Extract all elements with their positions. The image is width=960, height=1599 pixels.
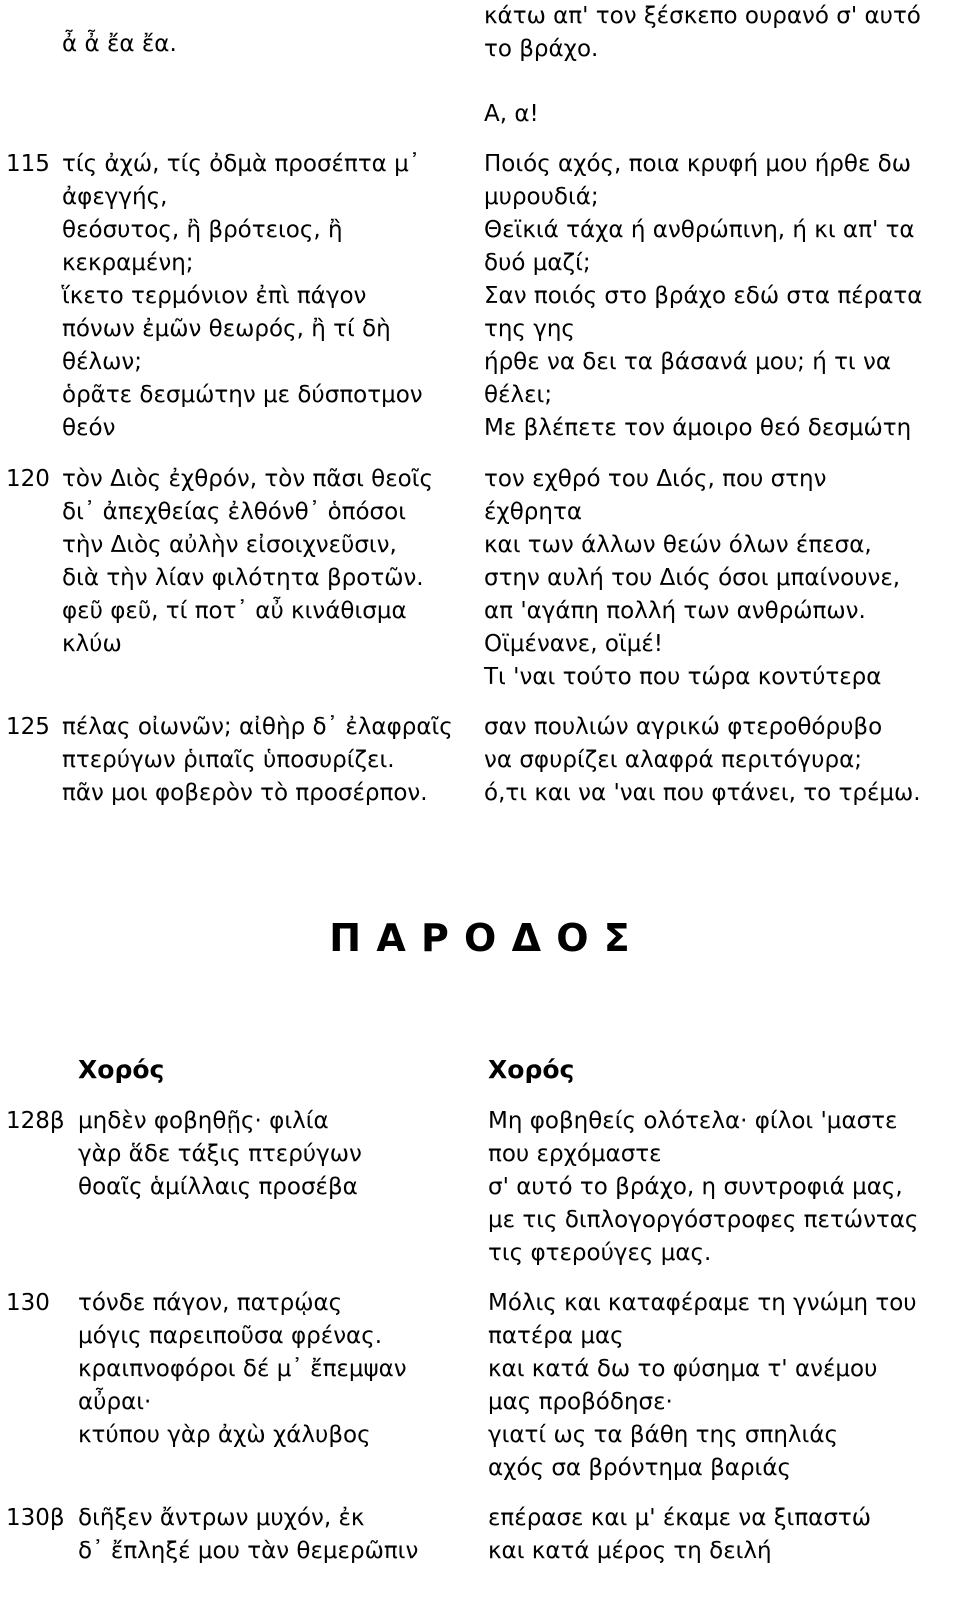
greek-line: γὰρ ἅδε τάξις πτερύγων (78, 1141, 362, 1167)
greek-line: δ᾽ ἔπληξέ μου τὰν θεμερῶπιν (78, 1538, 419, 1564)
modern-line: με τις διπλογοργόστροφες πετώντας (488, 1207, 919, 1233)
modern-line: Τι 'ναι τούτο που τώρα κοντύτερα (484, 664, 882, 690)
modern-line: πατέρα μας (488, 1323, 624, 1349)
greek-line: ὁρᾶτε δεσμώτην με δύσποτμον (62, 382, 423, 408)
modern-line: σ' αυτό το βράχο, η συντροφιά μας, (488, 1174, 903, 1200)
modern-line: θέλει; (484, 382, 553, 408)
speaker-label-greek: Χορός (78, 1055, 165, 1084)
speaker-label-modern: Χορός (488, 1055, 575, 1084)
greek-line: φεῦ φεῦ, τί ποτ᾽ αὖ κινάθισμα (62, 598, 407, 624)
greek-line: πόνων ἐμῶν θεωρός, ἢ τί δὴ (62, 316, 391, 342)
greek-line: τὴν Διὸς αὐλὴν εἰσοιχνεῦσιν, (62, 532, 397, 558)
modern-line: ήρθε να δει τα βάσανά μου; ή τι να (484, 349, 892, 375)
modern-line: ό,τι και να 'ναι που φτάνει, το τρέμω. (484, 780, 921, 806)
greek-line: θεόν (62, 415, 116, 441)
greek-line: πᾶν μοι φοβερὸν τὸ προσέρπον. (62, 780, 428, 806)
modern-line: Οϊμένανε, οϊμέ! (484, 631, 664, 657)
greek-line: κεκραμένη; (62, 250, 194, 276)
modern-line: αχός σα βρόντημα βαριάς (488, 1455, 791, 1481)
modern-line: και κατά δω το φύσημα τ' ανέμου (488, 1356, 878, 1382)
line-number: 115 (6, 151, 50, 177)
line-number: 125 (6, 714, 50, 740)
greek-line: διὰ τὴν λίαν φιλότητα βροτῶν. (62, 565, 424, 591)
modern-line: Με βλέπετε τον άμοιρο θεό δεσμώτη (484, 415, 912, 441)
greek-line: τὸν Διὸς ἐχθρόν, τὸν πᾶσι θεοῖς (62, 466, 434, 492)
greek-line: πτερύγων ῥιπαῖς ὑποσυρίζει. (62, 747, 395, 773)
greek-line: κλύω (62, 631, 122, 657)
modern-line: απ 'αγάπη πολλή των ανθρώπων. (484, 598, 866, 624)
line-number: 120 (6, 466, 50, 492)
line-number: 128β (6, 1108, 65, 1134)
modern-line: να σφυρίζει αλαφρά περιτόγυρα; (484, 747, 862, 773)
modern-line: μας προβόδησε· (488, 1389, 673, 1415)
greek-line: δι᾽ ἀπεχθείας ἐλθόνθ᾽ ὁπόσοι (62, 499, 406, 525)
section-title: Π Α Ρ Ο Δ Ο Σ (329, 916, 631, 960)
line-number: 130 (6, 1290, 50, 1316)
line-number: 130β (6, 1505, 65, 1531)
modern-line: Ποιός αχός, ποια κρυφή μου ήρθε δω (484, 151, 912, 177)
greek-line: διῆξεν ἄντρων μυχόν, ἐκ (78, 1505, 365, 1531)
modern-line: έχθρητα (484, 499, 582, 525)
greek-line: τόνδε πάγον, πατρῴας (78, 1290, 343, 1316)
modern-line: μυρουδιά; (484, 184, 599, 210)
modern-line: στην αυλή του Διός όσοι μπαίνουνε, (484, 565, 901, 591)
greek-line: μηδὲν φοβηθῇς· φιλία (78, 1108, 329, 1134)
greek-line-fragment: ἆ ἆ ἔα ἔα. (62, 31, 177, 57)
modern-line: και των άλλων θεών όλων έπεσα, (484, 532, 872, 558)
greek-line: μόγις παρειποῦσα φρένας. (78, 1323, 383, 1349)
modern-line: που ερχόμαστε (488, 1141, 662, 1167)
modern-line: τον εχθρό του Διός, που στην (484, 466, 827, 492)
modern-line: Μόλις και καταφέραμε τη γνώμη του (488, 1290, 917, 1316)
greek-line: θέλων; (62, 349, 142, 375)
modern-line: της γης (484, 316, 575, 342)
modern-exclamation: Α, α! (484, 101, 539, 127)
greek-line: κτύπου γὰρ ἀχὼ χάλυβος (78, 1422, 371, 1448)
modern-line: κάτω απ' τον ξέσκεπο ουρανό σ' αυτό (484, 3, 921, 29)
greek-line: κραιπνοφόροι δέ μ᾽ ἔπεμψαν (78, 1356, 407, 1382)
greek-line: ἵκετο τερμόνιον ἐπὶ πάγον (62, 283, 367, 309)
modern-line: το βράχο. (484, 36, 599, 62)
modern-line: Θεϊκιά τάχα ή ανθρώπινη, ή κι απ' τα (484, 217, 915, 243)
modern-line: δυό μαζί; (484, 250, 591, 276)
greek-line: τίς ἀχώ, τίς ὀδμὰ προσέπτα μ᾽ (62, 151, 421, 177)
greek-line: αὖραι· (78, 1389, 152, 1415)
modern-line: γιατί ως τα βάθη της σπηλιάς (488, 1422, 838, 1448)
modern-line: Σαν ποιός στο βράχο εδώ στα πέρατα (484, 283, 923, 309)
greek-line: θοαῖς ἁμίλλαις προσέβα (78, 1174, 358, 1200)
modern-line: τις φτερούγες μας. (488, 1240, 712, 1266)
modern-line: Μη φοβηθείς ολότελα· φίλοι 'μαστε (488, 1108, 898, 1134)
modern-line: επέρασε και μ' έκαμε να ξιπαστώ (488, 1505, 872, 1531)
modern-line: σαν πουλιών αγρικώ φτεροθόρυβο (484, 714, 883, 740)
modern-line: και κατά μέρος τη δειλή (488, 1538, 772, 1564)
greek-line: ἀφεγγής, (62, 184, 168, 210)
greek-line: θεόσυτος, ἢ βρότειος, ἢ (62, 217, 343, 243)
greek-line: πέλας οἰωνῶν; αἰθὴρ δ᾽ ἐλαφραῖς (62, 714, 453, 740)
